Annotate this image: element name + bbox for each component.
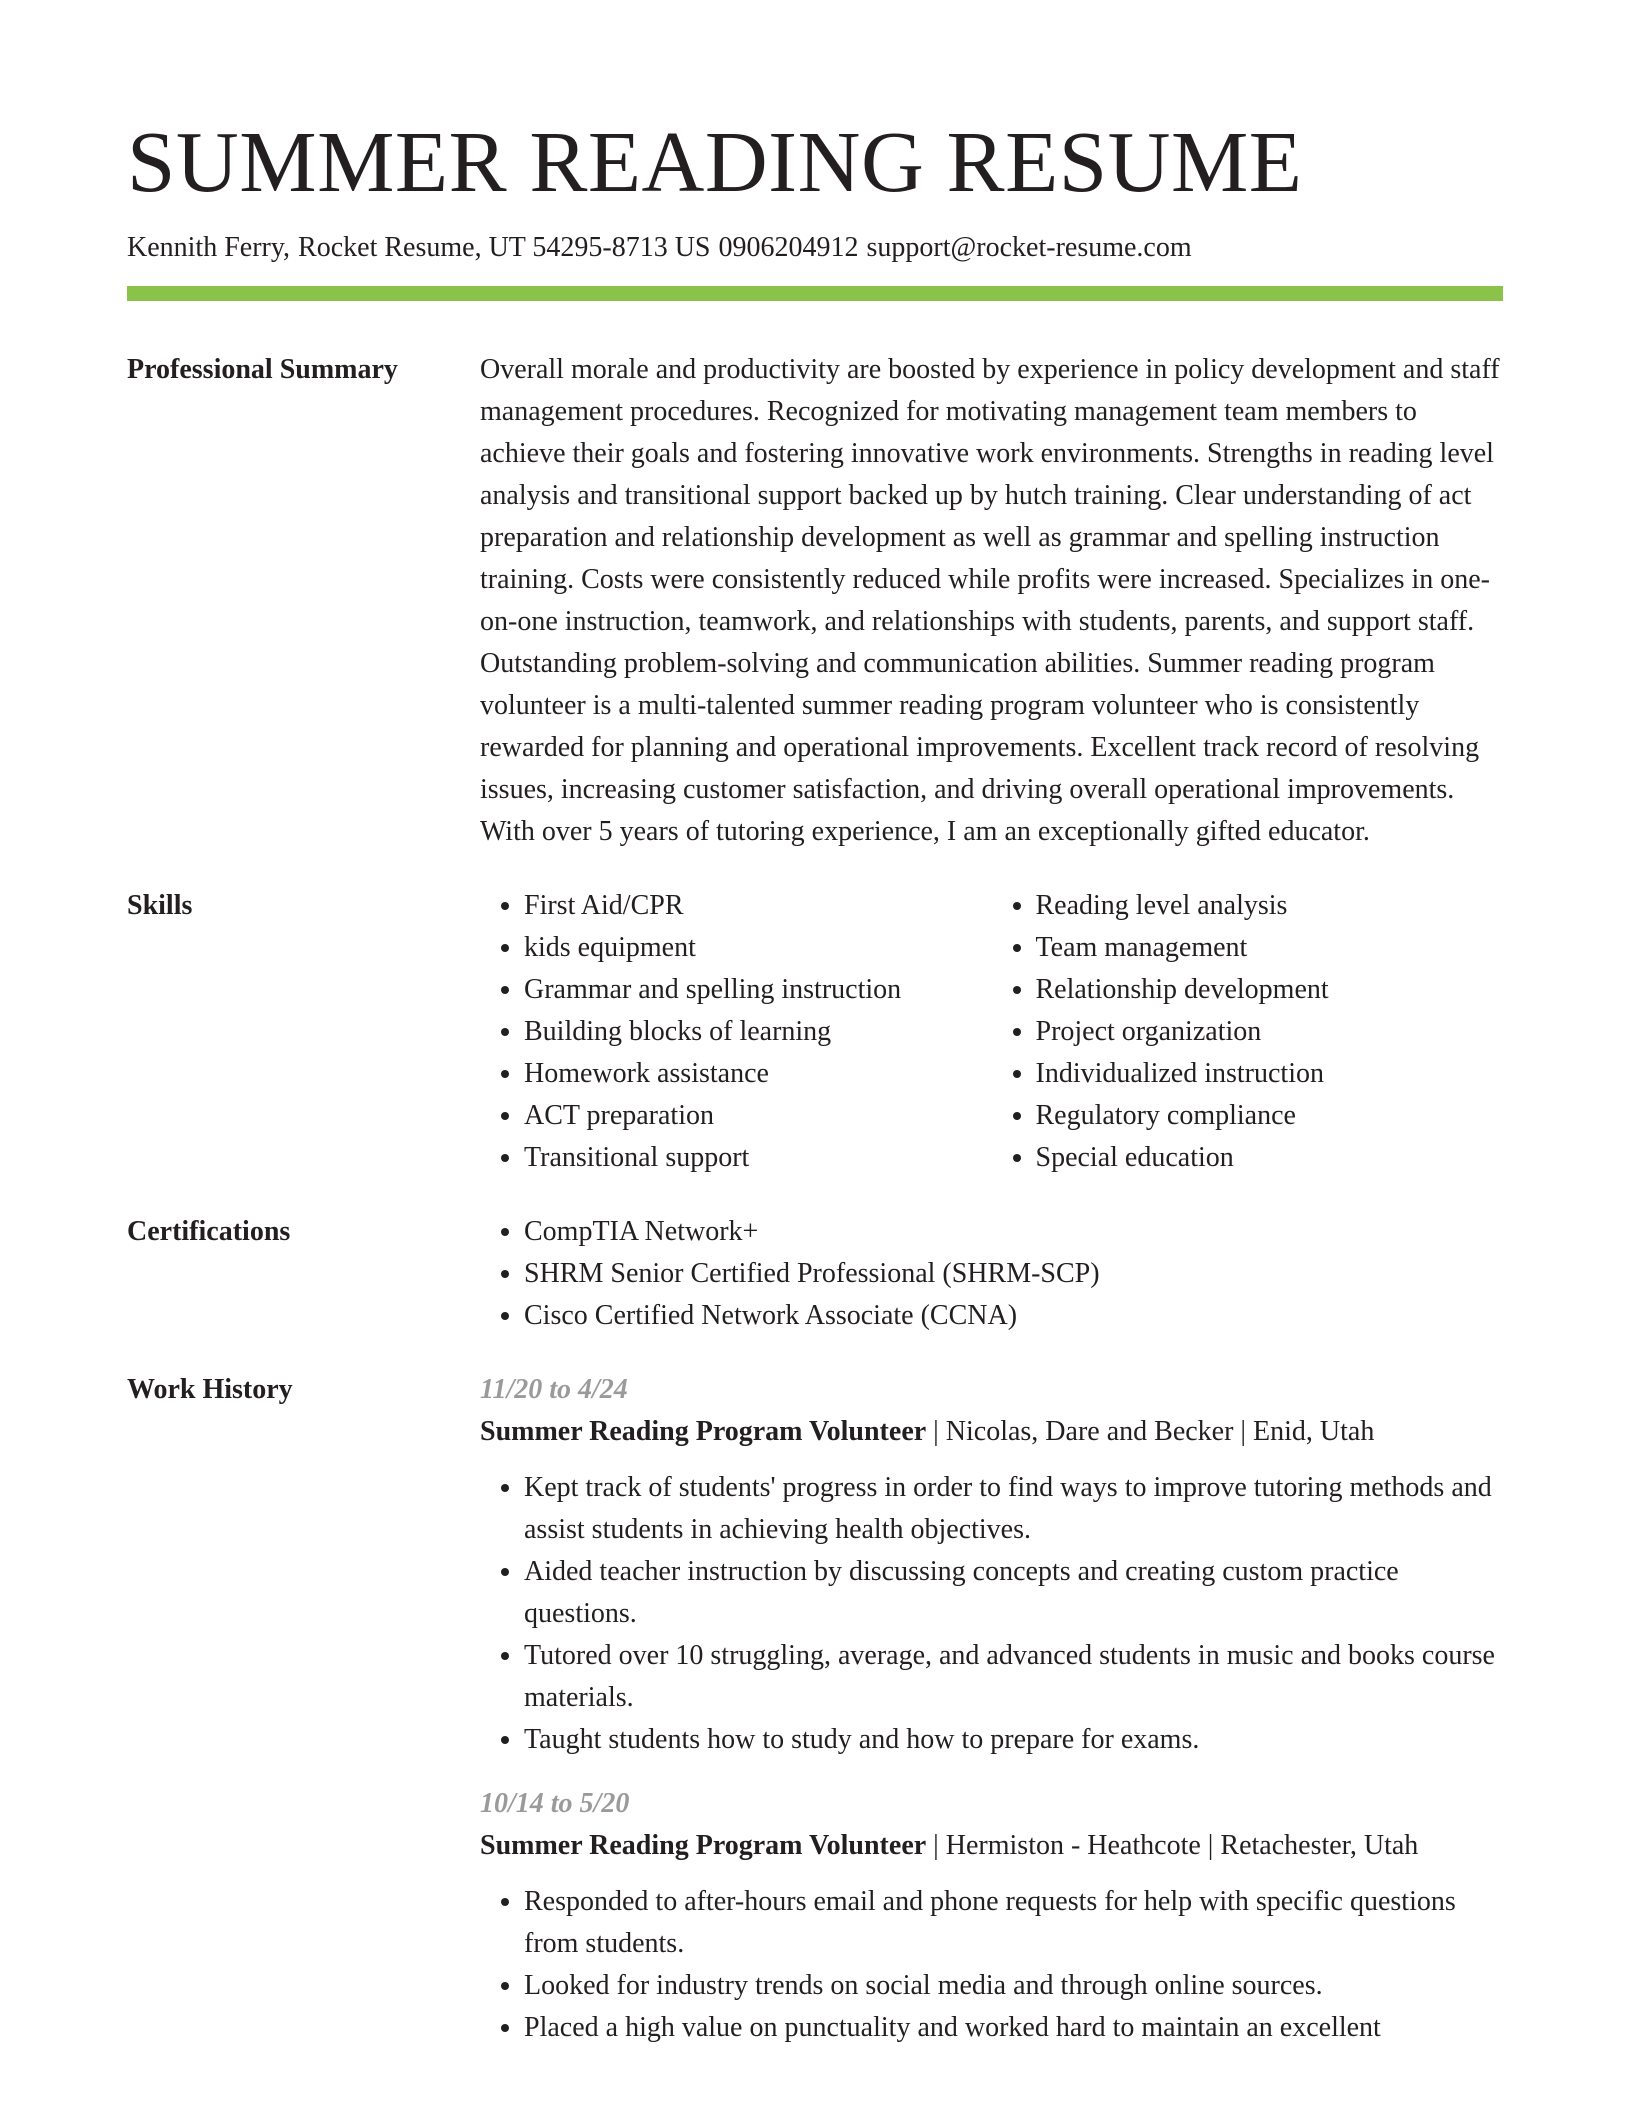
resume-title: SUMMER READING RESUME	[127, 113, 1303, 210]
job-bullet: • Taught students how to study and how to prepare for exams.	[524, 1719, 1503, 1761]
job-entry	[480, 1783, 1503, 2049]
certifications-body	[480, 1211, 1503, 1337]
job-details: | Nicolas, Dare and Becker | Enid, Utah	[926, 1416, 1375, 1447]
skill-item: • Individualized instruction	[1036, 1053, 1504, 1095]
job-bullets	[480, 1881, 1503, 2049]
skill-item: • Project organization	[1036, 1011, 1504, 1053]
contact-email: support@rocket-resume.com	[866, 232, 1192, 263]
skill-item: • Transitional support	[524, 1137, 992, 1179]
skill-item: • Grammar and spelling instruction	[524, 969, 992, 1011]
job-role: Summer Reading Program Volunteer	[480, 1830, 927, 1861]
work-history-body	[480, 1369, 1503, 2071]
skill-item: • Building blocks of learning	[524, 1011, 992, 1053]
contact-line	[127, 230, 1192, 266]
skill-item: • Regulatory compliance	[1036, 1095, 1504, 1137]
skill-item: • Special education	[1036, 1137, 1504, 1179]
skills-column-1	[480, 885, 992, 1179]
certifications-list	[480, 1211, 1503, 1337]
skill-item: • ACT preparation	[524, 1095, 992, 1137]
skill-item: • kids equipment	[524, 927, 992, 969]
job-bullet: • Responded to after-hours email and phone requests for help with specific questions from students.	[524, 1881, 1503, 1965]
summary-label: Professional Summary	[127, 354, 398, 385]
skill-item: • Team management	[1036, 927, 1504, 969]
work-history-label: Work History	[127, 1374, 293, 1405]
job-entry	[480, 1369, 1503, 1761]
job-bullet: • Looked for industry trends on social media and through online sources.	[524, 1965, 1503, 2007]
job-details: | Hermiston - Heathcote | Retachester, Utah	[926, 1830, 1419, 1861]
job-role: Summer Reading Program Volunteer	[480, 1416, 927, 1447]
header-divider	[127, 286, 1503, 301]
summary-text: Overall morale and productivity are boosted by experience in policy development and staff management procedures. Recognized for motivating management team members to achieve their goals and fostering innovative work environments. Strengths in reading level analysis and transitional support backed up by hutch training. Clear understanding of act preparation and relationship development as well as grammar and spelling instruction training. Costs were consistently reduced while profits were increased. Specializes in one-on-one instruction, teamwork, and relationships with students, parents, and support staff. Outstanding problem-solving and communication abilities. Summer reading program volunteer is a multi-talented summer reading program volunteer who is consistently rewarded for planning and operational improvements. Excellent track record of resolving issues, increasing customer satisfaction, and driving overall operational improvements. With over 5 years of tutoring experience, I am an exceptionally gifted educator.	[480, 354, 1500, 847]
job-bullet: • Kept track of students' progress in order to find ways to improve tutoring methods and assist students in achieving health objectives.	[524, 1467, 1503, 1551]
certification-item: • Cisco Certified Network Associate (CCNA)	[524, 1295, 1503, 1337]
job-bullets	[480, 1467, 1503, 1761]
resume-sections	[127, 349, 1503, 2103]
skill-item: • Reading level analysis	[1036, 885, 1504, 927]
certification-item: • CompTIA Network+	[524, 1211, 1503, 1253]
job-bullet: • Placed a high value on punctuality and worked hard to maintain an excellent	[524, 2007, 1503, 2049]
skills-body	[480, 885, 1503, 1179]
contact-phone: 0906204912	[718, 232, 859, 263]
work-history-section	[127, 1369, 1503, 2071]
skill-item: • First Aid/CPR	[524, 885, 992, 927]
certification-item: • SHRM Senior Certified Professional (SHRM-SCP)	[524, 1253, 1503, 1295]
job-title-line	[480, 1825, 1503, 1867]
skills-column-2	[992, 885, 1504, 1179]
summary-body	[480, 349, 1503, 853]
job-dates: 11/20 to 4/24	[480, 1374, 628, 1405]
job-bullet: • Aided teacher instruction by discussing concepts and creating custom practice questions.	[524, 1551, 1503, 1635]
summary-section	[127, 349, 1503, 853]
job-dates: 10/14 to 5/20	[480, 1788, 630, 1819]
skill-item: • Homework assistance	[524, 1053, 992, 1095]
certifications-label: Certifications	[127, 1216, 291, 1247]
certifications-section	[127, 1211, 1503, 1337]
skills-label: Skills	[127, 890, 193, 921]
contact-location: Rocket Resume, UT 54295-8713 US	[298, 232, 711, 263]
skills-section	[127, 885, 1503, 1179]
skill-item: • Relationship development	[1036, 969, 1504, 1011]
job-title-line	[480, 1411, 1503, 1453]
contact-name: Kennith Ferry,	[127, 232, 291, 263]
job-bullet: • Tutored over 10 struggling, average, and advanced students in music and books course materials.	[524, 1635, 1503, 1719]
